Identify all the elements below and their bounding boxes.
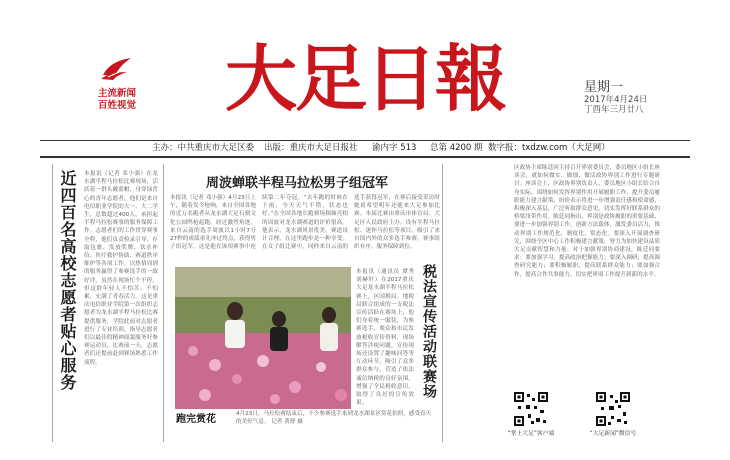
publication-info-bar	[40, 140, 690, 158]
qr-label-wechat: “大足新闻”微信号	[589, 431, 637, 437]
tax-article-headline: 税法宣传活动联赛场	[421, 264, 437, 399]
masthead-title: 大足日報	[224, 36, 505, 121]
photo-caption-text: 4月23日，马拉松赛结束后，不少参赛选手来到龙水湖景区赏花拍照，感受春天的美好气息。 记者 黄舒 摄	[236, 411, 432, 425]
weekday: 星期一	[584, 80, 624, 95]
issue-number: 总第 4200 期	[430, 143, 483, 153]
tax-article-body: 本报讯（通讯员 谭秀 刘赫轩）在2017重庆大足龙水湖半程马拉松赛上，区国税局、地税局联合组成的一支税法宣传活跃在赛场上，他们身着统一服装，为参赛选手、观众和市民发放税收宣传资料，现场解答涉税问题。宣传现场还设置了趣味问答等互动环节，吸引了众多群众参与，营造了依法诚信纳税的良好氛围，增强了全民税收意识，取得了良好的宣传效果。	[356, 269, 414, 407]
marathon-flower-photo	[175, 267, 351, 409]
left-article-divider	[163, 164, 164, 442]
slogan	[86, 88, 148, 112]
qr-code-app-icon	[514, 392, 548, 426]
qr-label-app: “掌上大足”客户端	[507, 431, 555, 437]
qr-code-wechat-icon	[596, 392, 630, 426]
newspaper-logo-icon	[100, 55, 134, 81]
local-number: 渝内字 513	[372, 143, 417, 153]
lunar-date: 丁酉年三月廿八	[584, 105, 644, 115]
photo-caption-title: 跑完赏花	[176, 414, 216, 425]
slogan-line-2: 百姓视觉	[97, 100, 136, 111]
center-right-divider	[442, 164, 443, 442]
main-article-body: 本报讯（记者 邓小强）4月23日上午，随着发令枪响，来自全国各地的近万名跑者从龙水湖大足石刻文化公园鸣枪起跑。经过激烈角逐，来自云南的选手周波以1小时7分27秒的成绩率先冲过终点，获得男子组冠军，这是他在该项赛事中连续第二年夺冠。“去年跑的时候在下雨，今天天气不错，状态也好。”在全国各地长跑赛场频频亮相的周波对龙水湖赛道的评价很高。他表示，龙水湖风景优美，赛道设计合理，在这里跑步是一种享受。在女子组比赛中，同样来自云南的选手获得冠军，在赛后接受采访时她说希望明年还能来大足参加比赛。本届比赛由重庆市体育局、大足区人民政府主办，设有半程马拉松、迷你马拉松等项目，吸引了来自国内外的众多选手参赛，赛事组织有序、服务保障到位。	[170, 195, 440, 251]
publication-date: 2017年4月24日	[584, 95, 648, 105]
right-column-body: 区政协主席陈廷同主持召开界别委员会，委员地区小组长座谈会，就如何做实、做细、做活政协界别工作进行专题研讨。座谈会上，区政协界别负责人、委员地区小组长结合自身实际，围绕如何发挥界别作用开展履职工作、提升委员履职能力建言献策，纷纷表示将进一步增强责任感和使命感，积极深入基层，广泛听取群众意见，切实发挥好联系群众的桥梁纽带作用。陈廷同指出，界别是政协履职的重要基础，要进一步加强界别工作，创新方法载体，激发委员活力，推动界别工作规范化、制度化、常态化。要深入开展调查研究，围绕全区中心工作积极建言献策，努力为加快建设品质大足贡献智慧和力量。对于加强界别协商建设，陈廷同要求：要加强学习，提高政治把握能力；要深入调研，提高调查研究能力；要积极履职，提高联系群众能力；要加强合作，提高合作共事能力，切实把界别工作提升到新的水平。	[514, 165, 660, 278]
left-article-headline: 近四百名高校志愿者贴心服务	[58, 170, 77, 391]
main-article-headline: 周波蝉联半程马拉松男子组冠军	[206, 176, 389, 191]
slogan-line-1: 主流新闻	[97, 88, 136, 99]
publisher-text: 出版：重庆市大足日报社	[264, 143, 358, 153]
left-column-rule	[52, 164, 53, 442]
digital-edition-link[interactable]: 数字报：txdzw.com（大足网）	[488, 143, 610, 153]
left-article-body: 本报讯（记者 邓小强）在龙水湖半程马拉松比赛现场，活跃着一群头戴蓝帽，身穿绿背心的青年志愿者，他们是来自电信职业学院的大一、大二学生，总数超过400人，承担起半程马拉松赛事的服务保障工作。志愿者们的工作贯穿赛事全程，他们负责检录引导、存取包裹、发放奖牌、饮水补给、医疗救护协助、赛道秩序维护等各项工作，以热情周到的服务赢得了参赛选手的一致好评。虽然在现场忙个不停，但这群年轻人不怕苦、不怕累，充满了青春活力。这是重庆电信职业学院第一次组织志愿者为龙水湖半程马拉松比赛提供服务，学院此前对志愿者进行了专业培训，指导志愿者们以最佳的精神面貌服务好参赛运动员，比赛前一天，志愿者们还提前赶到赛场熟悉工作流程。	[84, 171, 158, 366]
sponsor-text: 主办：中共重庆市大足区委	[152, 143, 255, 153]
